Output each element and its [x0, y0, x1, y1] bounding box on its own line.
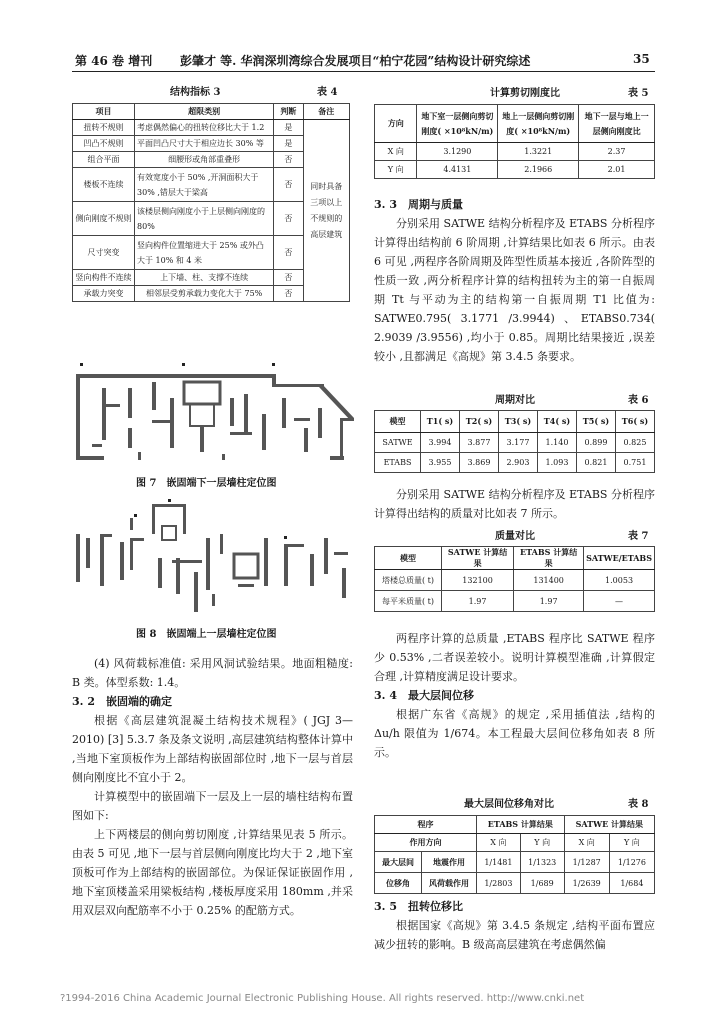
- table8-header-satwe: SATWE 计算结果: [564, 816, 654, 834]
- table4-cell: 是: [274, 120, 303, 136]
- table6-cell: 0.821: [577, 453, 616, 473]
- table6-cell: 3.177: [499, 433, 538, 453]
- page-number: 35: [633, 52, 650, 66]
- table4-cell: 凹凸不规则: [73, 136, 135, 152]
- table6-header: T2( s): [460, 411, 499, 433]
- table8-cell: 1/2803: [477, 873, 521, 894]
- table4-cell: 否: [274, 286, 303, 302]
- table8-header-x: X 向: [477, 834, 521, 852]
- running-title: 彭肇才 等. 华润深圳湾综合发展项目“柏宁花园”结构设计研究综述: [180, 54, 531, 68]
- table5-cell: 4.4131: [417, 161, 498, 179]
- table5-title: 计算剪切刚度比: [490, 88, 560, 99]
- figure8-floor-plan: [72, 498, 362, 616]
- table4-title: 结构指标 3: [170, 87, 221, 98]
- table4-cell: 竖向构件位置缩进大于 25% 或外凸大于 10% 和 4 米: [135, 236, 274, 270]
- table4-header-note: 备注: [303, 104, 349, 120]
- table7-header: SATWE/ETABS: [584, 547, 655, 570]
- table7-header: ETABS 计算结果: [514, 547, 584, 570]
- table7-cell: 1.0053: [584, 570, 655, 591]
- section-3-2-heading: 3. 2 嵌固端的确定: [72, 695, 172, 708]
- table5-header-basement: 地下室一层侧向剪切刚度( ×10⁸kN/m): [417, 105, 498, 143]
- table4-cell: 尺寸突变: [73, 236, 135, 270]
- figure7-caption: 图 7 嵌固端下一层墙柱定位图: [136, 478, 277, 489]
- table6-cell: 3.877: [460, 433, 499, 453]
- table4: [72, 103, 350, 302]
- table6-cell: 3.994: [421, 433, 460, 453]
- right-column-period: [374, 195, 655, 366]
- table8-cell: 1/1323: [520, 852, 564, 873]
- table8-title: 最大层间位移角对比: [464, 799, 554, 810]
- paragraph-wind-load: (4) 风荷载标准值: 采用风洞试验结果。地面粗糙度: B 类。体型系数: 1.4。: [72, 657, 353, 689]
- section-3-3-heading: 3. 3 周期与质量: [374, 198, 463, 211]
- table4-header-item: 项目: [73, 104, 135, 120]
- table8-cell: 1/689: [520, 873, 564, 894]
- table5-header-ratio: 地下一层与地上一层侧向刚度比: [579, 105, 655, 143]
- table6-number: 表 6: [628, 395, 649, 406]
- figure8-caption: 图 8 嵌固端上一层墙柱定位图: [136, 629, 277, 640]
- table8-cell: 1/1287: [564, 852, 609, 873]
- table4-header-category: 超限类别: [135, 104, 274, 120]
- table4-cell: 考虑偶然偏心的扭转位移比大于 1.2: [135, 120, 274, 136]
- paragraph-mass: 分别采用 SATWE 结构分析程序及 ETABS 分析程序计算得出结构的质量对比如表 7 所示。: [374, 488, 655, 520]
- table6-header: T4( s): [538, 411, 577, 433]
- table7-title: 质量对比: [495, 531, 535, 542]
- table7-cell: —: [584, 591, 655, 612]
- table8-cell: 1/2639: [564, 873, 609, 894]
- table8-row-label-bottom: 位移角: [375, 873, 422, 894]
- table6: [374, 410, 655, 473]
- table7-header: 模型: [375, 547, 442, 570]
- table8-row-label-top: 最大层间: [375, 852, 422, 873]
- paragraph-shear-stiffness: 上下两楼层的侧向剪切刚度 ,计算结果见表 5 所示。由表 5 可见 ,地下一层与首层侧向刚度比均大于 2 ,地下室顶板可作为上部结构的嵌固部位。为保证保证嵌固作用 ,地下室顶楼盖采用梁板结构 ,楼板厚度采用 180mm ,并采用双层双向配筋率不小于 0.25% 的配筋方式。: [72, 828, 353, 917]
- table6-header: T3( s): [499, 411, 538, 433]
- table5-cell: Y 向: [375, 161, 417, 179]
- table4-cell: 细腰形或角部重叠形: [135, 152, 274, 168]
- right-column-mass: [374, 485, 655, 523]
- figure7-floor-plan: [72, 358, 362, 468]
- paragraph-mass-result: 两程序计算的总质量 ,ETABS 程序比 SATWE 程序少 0.53% ,二者误差较小。说明计算模型准确 ,计算假定合理 ,计算精度满足设计要求。: [374, 632, 655, 683]
- table4-cell: 侧向刚度不规则: [73, 202, 135, 236]
- table5-header-direction: 方向: [375, 105, 417, 143]
- table5-cell: 3.1290: [417, 143, 498, 161]
- table4-cell: 扭转不规则: [73, 120, 135, 136]
- table7-cell: 132100: [442, 570, 514, 591]
- table4-cell: 上下墙、柱、支撑不连续: [135, 270, 274, 286]
- table8-cell: 1/684: [609, 873, 654, 894]
- paragraph-model: 计算模型中的嵌固端下一层及上一层的墙柱结构布置图如下:: [72, 790, 353, 822]
- table7-cell: 塔楼总质量( t): [375, 570, 442, 591]
- table6-cell: 0.751: [616, 453, 655, 473]
- table8-load-seismic: 地震作用: [422, 852, 477, 873]
- table6-cell: 1.140: [538, 433, 577, 453]
- table4-cell: 否: [274, 236, 303, 270]
- table4-cell: 组合平面: [73, 152, 135, 168]
- right-column-torsion: [374, 897, 655, 954]
- table6-cell: SATWE: [375, 433, 421, 453]
- table7-cell: 1.97: [442, 591, 514, 612]
- table5-cell: 2.37: [579, 143, 655, 161]
- table8-header-direction: 作用方向: [375, 834, 477, 852]
- table8-load-wind: 风荷载作用: [422, 873, 477, 894]
- table6-header: T5( s): [577, 411, 616, 433]
- table7-cell: 131400: [514, 570, 584, 591]
- table4-cell: 是: [274, 136, 303, 152]
- table5: [374, 104, 655, 179]
- table7-header: SATWE 计算结果: [442, 547, 514, 570]
- table5-cell: 2.1966: [498, 161, 579, 179]
- table8-header-y: Y 向: [609, 834, 654, 852]
- table8-header-program: 程序: [375, 816, 477, 834]
- table6-cell: 2.903: [499, 453, 538, 473]
- paragraph-drift: 根据广东省《高规》的规定 ,采用插值法 ,结构的 Δu/h 限值为 1/674。本工程最大层间位移角如表 8 所示。: [374, 708, 655, 759]
- left-column-text: [72, 654, 353, 920]
- table4-cell: 该楼层侧向刚度小于上层侧向刚度的 80%: [135, 202, 274, 236]
- table4-cell: 相邻层受剪承载力变化大于 75%: [135, 286, 274, 302]
- table7-number: 表 7: [628, 531, 649, 542]
- paragraph-period: 分别采用 SATWE 结构分析程序及 ETABS 分析程序计算得出结构前 6 阶周期 ,计算结果比如表 6 所示。由表 6 可见 ,两程序各阶周期及阵型性质基本接近 ,各阶阵型的性质一致 ,两分析程序计算的结构扭转为主的第一自振周期 Tt 与平动为主的结构第一自振周期 T1 比值为: SATWE0.795( 3.1771 /3.9944) 、ETABS0.734( 2.9039 /3.9556) ,均小于 0.85。周期比结果接近 ,误差较小 ,且都满足《高规》第 3.4.5 条要求。: [374, 217, 655, 363]
- table6-title: 周期对比: [495, 395, 535, 406]
- table4-header-judge: 判断: [274, 104, 303, 120]
- copyright-footer: ?1994-2016 China Academic Journal Electronic Publishing House. All rights reserved. http://www.cnki.net: [60, 993, 585, 1004]
- table4-cell: 否: [274, 152, 303, 168]
- table8-header-x: X 向: [564, 834, 609, 852]
- table4-cell: 楼板不连续: [73, 168, 135, 202]
- table4-cell: 承载力突变: [73, 286, 135, 302]
- table5-number: 表 5: [628, 88, 649, 99]
- paragraph-torsion: 根据国家《高规》第 3.4.5 条规定 ,结构平面布置应减少扭转的影响。B 级高高层建筑在考虑偶然偏: [374, 919, 655, 951]
- table5-cell: 1.3221: [498, 143, 579, 161]
- table6-cell: 0.899: [577, 433, 616, 453]
- table4-cell: 平面凹凸尺寸大于相应边长 30% 等: [135, 136, 274, 152]
- table4-cell: 竖向构件不连续: [73, 270, 135, 286]
- table8-header-etabs: ETABS 计算结果: [477, 816, 565, 834]
- table6-cell: 0.825: [616, 433, 655, 453]
- table7: [374, 546, 655, 612]
- table8-number: 表 8: [628, 799, 649, 810]
- header-rule: [72, 71, 655, 72]
- paragraph-code: 根据《高层建筑混凝土结构技术规程》( JGJ 3—2010) [3] 5.3.7 条及条文说明 ,高层建筑结构整体计算中 ,当地下室顶板作为上部结构嵌固部位时 ,地下一层与首层侧向刚度比不宜小于 2。: [72, 714, 353, 784]
- table6-cell: 3.869: [460, 453, 499, 473]
- section-3-4-heading: 3. 4 最大层间位移: [374, 689, 474, 702]
- table4-cell: 否: [274, 270, 303, 286]
- table8-header-y: Y 向: [520, 834, 564, 852]
- table6-header: T1( s): [421, 411, 460, 433]
- table6-cell: ETABS: [375, 453, 421, 473]
- table7-cell: 每平米质量( t): [375, 591, 442, 612]
- table8-cell: 1/1481: [477, 852, 521, 873]
- table4-note: 同时具备三项以上不规则的高层建筑: [303, 120, 349, 302]
- table4-cell: 否: [274, 168, 303, 202]
- table6-cell: 1.093: [538, 453, 577, 473]
- table5-cell: 2.01: [579, 161, 655, 179]
- table4-cell: 有效宽度小于 50% ,开洞面积大于 30% ,错层大于梁高: [135, 168, 274, 202]
- section-3-5-heading: 3. 5 扭转位移比: [374, 900, 463, 913]
- table4-cell: 否: [274, 202, 303, 236]
- table7-cell: 1.97: [514, 591, 584, 612]
- table5-header-ground: 地上一层侧向剪切刚度( ×10⁸kN/m): [498, 105, 579, 143]
- table6-cell: 3.955: [421, 453, 460, 473]
- table8-cell: 1/1276: [609, 852, 654, 873]
- table8: [374, 815, 655, 894]
- journal-issue: 第 46 卷 增刊: [75, 54, 153, 68]
- table6-header: T6( s): [616, 411, 655, 433]
- table6-header: 模型: [375, 411, 421, 433]
- table4-number: 表 4: [317, 87, 338, 98]
- table5-cell: X 向: [375, 143, 417, 161]
- right-column-drift: [374, 629, 655, 762]
